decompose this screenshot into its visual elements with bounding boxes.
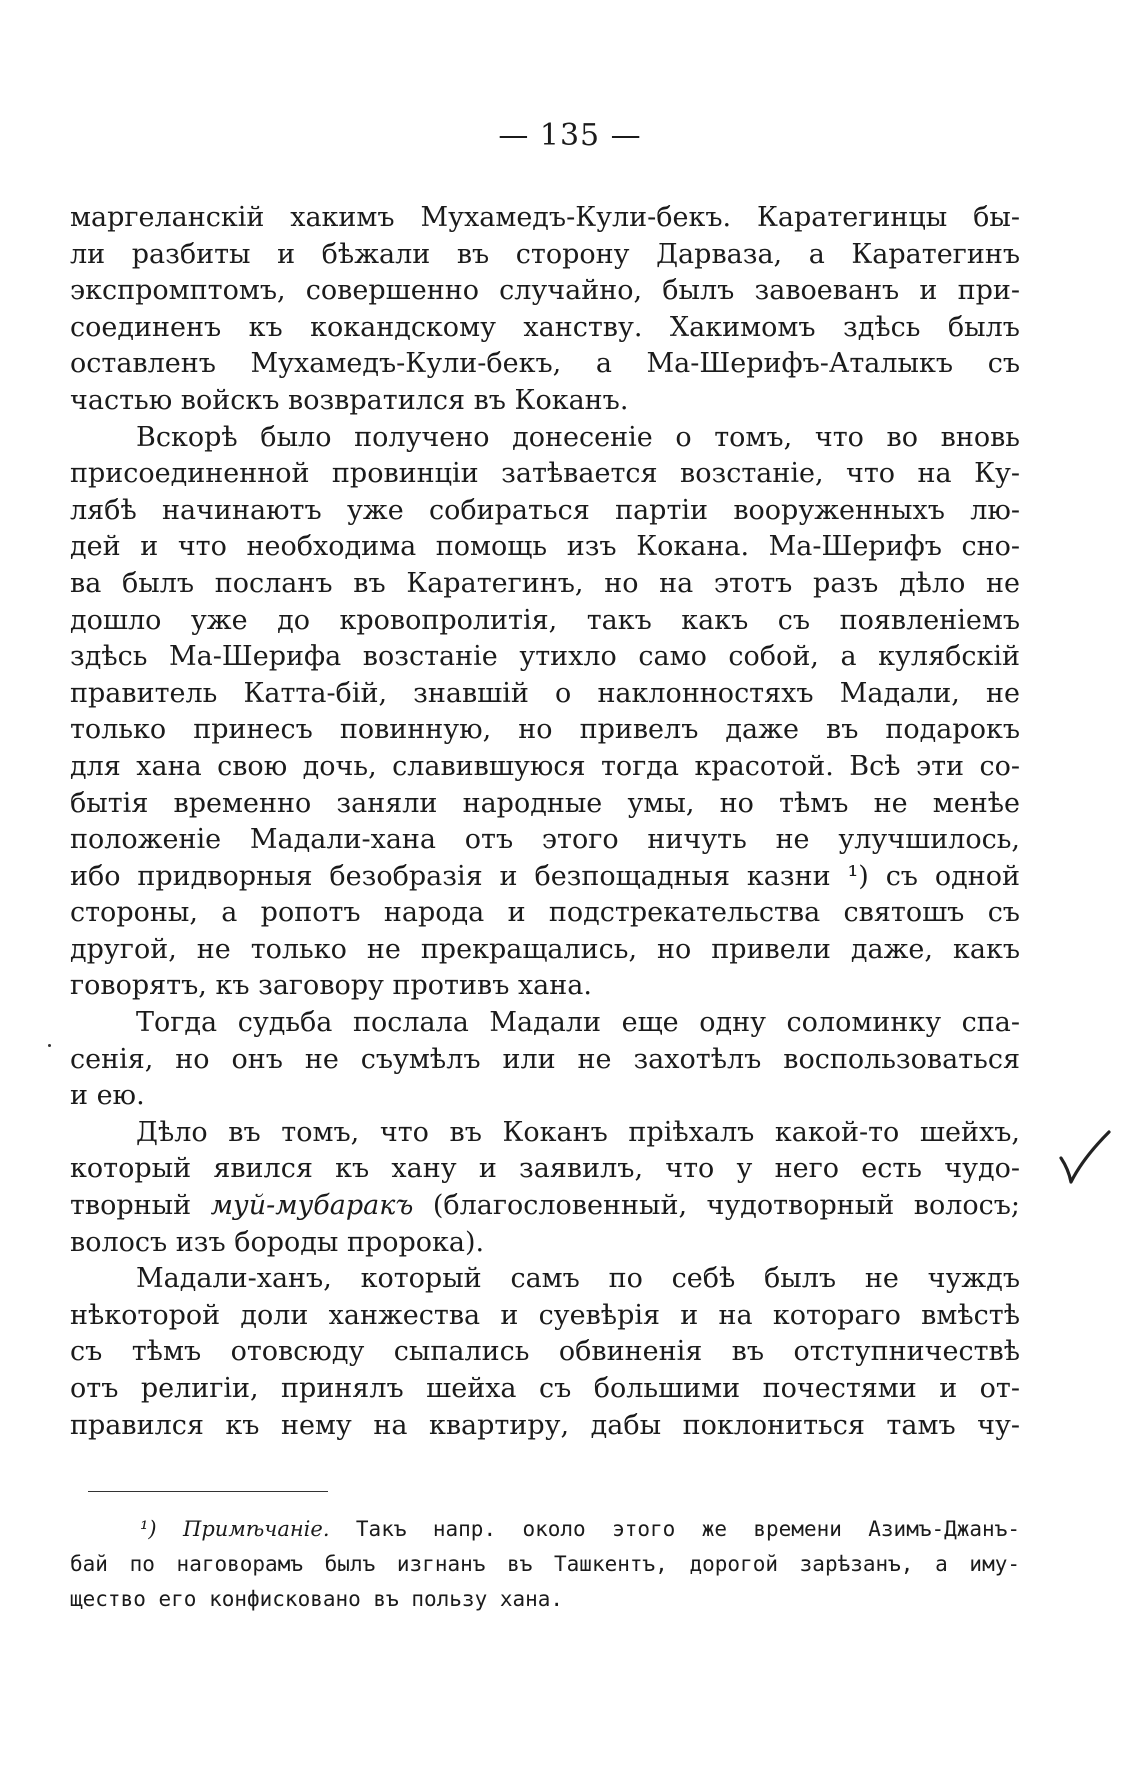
text-line: оставленъ Мухамедъ-Кули-бекъ, а Ма-Шерифъ-Аталыкъ съ: [70, 348, 1020, 380]
paragraph-first-line: Дѣло въ томъ, что въ Коканъ пріѣхалъ какой-то шейхъ,: [136, 1116, 1020, 1148]
margin-dot: [48, 1044, 51, 1047]
check-mark-icon: [1055, 1128, 1115, 1188]
text-line: соединенъ къ кокандскому ханству. Хакимомъ здѣсь былъ: [70, 311, 1020, 343]
footnotes: [70, 1512, 1020, 1617]
text-line: отъ религіи, принялъ шейха съ большими почестями и от-: [70, 1373, 1020, 1404]
paragraph-first-line: Мадали-ханъ, который самъ по себѣ былъ не чуждъ: [136, 1263, 1020, 1295]
text-line: и ею.: [70, 1080, 145, 1112]
paragraph-first-line: Вскорѣ было получено донесеніе о томъ, что во вновь: [136, 421, 1020, 453]
text-line: положеніе Мадали-хана отъ этого ничуть не улучшилось,: [70, 824, 1020, 856]
text-line: волосъ изъ бороды пророка).: [70, 1226, 485, 1258]
footnote-marker: ¹): [140, 1517, 157, 1541]
text-line: который явился къ хану и заявилъ, что у него есть чудо-: [70, 1153, 1020, 1185]
text-line: ва былъ посланъ въ Каратегинъ, но на этотъ разъ дѣло не: [70, 567, 1020, 599]
text-line: ли разбиты и бѣжали въ сторону Дарваза, а Каратегинъ: [70, 238, 1020, 270]
text-line: сенія, но онъ не съумѣлъ или не захотѣлъ воспользоваться: [70, 1043, 1020, 1075]
text-line: нѣкоторой доли ханжества и суевѣрія и на котораго вмѣстѣ: [70, 1299, 1020, 1331]
text-line: говорятъ, къ заговору противъ хана.: [70, 970, 592, 1002]
text-line: съ тѣмъ отовсюду сыпались обвиненія въ отступничествѣ: [70, 1336, 1020, 1368]
text-line: стороны, а ропотъ народа и подстрекательства святошъ съ: [70, 897, 1020, 929]
text-line: другой, не только не прекращались, но привели даже, какъ: [70, 933, 1020, 965]
text-fragment: (благословенный, чудотворный волосъ;: [432, 1190, 1021, 1222]
footnote-line: [70, 1512, 1020, 1547]
footnote-text: Такъ напр. около этого же времени Азимъ-Джанъ-: [355, 1517, 1020, 1541]
footnote-line: щество его конфисковано въ пользу хана.: [70, 1587, 564, 1611]
text-line: частью войскъ возвратился въ Коканъ.: [70, 384, 629, 416]
text-line: маргеланскій хакимъ Мухамедъ-Кули-бекъ. Каратегинцы бы-: [70, 202, 1020, 233]
text-line: присоединенной провинціи затѣвается возстаніе, что на Ку-: [70, 458, 1020, 490]
text-line: дошло уже до кровопролитія, такъ какъ съ появленіемъ: [70, 604, 1020, 636]
text-line: экспромптомъ, совершенно случайно, былъ завоеванъ и при-: [70, 275, 1020, 307]
body-text: [70, 200, 1020, 1444]
text-line: правился къ нему на квартиру, дабы поклониться тамъ чу-: [70, 1409, 1020, 1441]
text-line: ибо придворныя безобразія и безпощадныя казни ¹) съ одной: [70, 860, 1020, 892]
text-line: дей и что необходима помощь изъ Кокана. Ма-Шерифъ сно-: [70, 531, 1020, 563]
text-line: только принесъ повинную, но привелъ даже въ подарокъ: [70, 714, 1020, 746]
text-fragment: творный: [70, 1190, 192, 1222]
italic-term: муй-мубаракъ: [210, 1190, 414, 1222]
text-line: бытія временно заняли народные умы, но тѣмъ не менѣе: [70, 787, 1020, 819]
footnote-line: бай по наговорамъ былъ изгнанъ въ Ташкентъ, дорогой зарѣзанъ, а иму-: [70, 1552, 1020, 1576]
footnote-lead: Примѣчаніе.: [183, 1517, 330, 1541]
text-line-with-italic: [70, 1188, 1020, 1225]
text-line: для хана свою дочь, славившуюся тогда красотой. Всѣ эти со-: [70, 750, 1020, 782]
text-line: здѣсь Ма-Шерифа возстаніе утихло само собой, а кулябскій: [70, 641, 1020, 673]
text-line: лябѣ начинаютъ уже собираться партіи вооруженныхъ лю-: [70, 494, 1020, 526]
paragraph-first-line: Тогда судьба послала Мадали еще одну соломинку спа-: [136, 1007, 1020, 1039]
text-line: правитель Катта-бій, знавшій о наклонностяхъ Мадали, не: [70, 677, 1020, 709]
page-number: — 135 —: [498, 118, 642, 153]
footnote-separator: [88, 1491, 328, 1492]
